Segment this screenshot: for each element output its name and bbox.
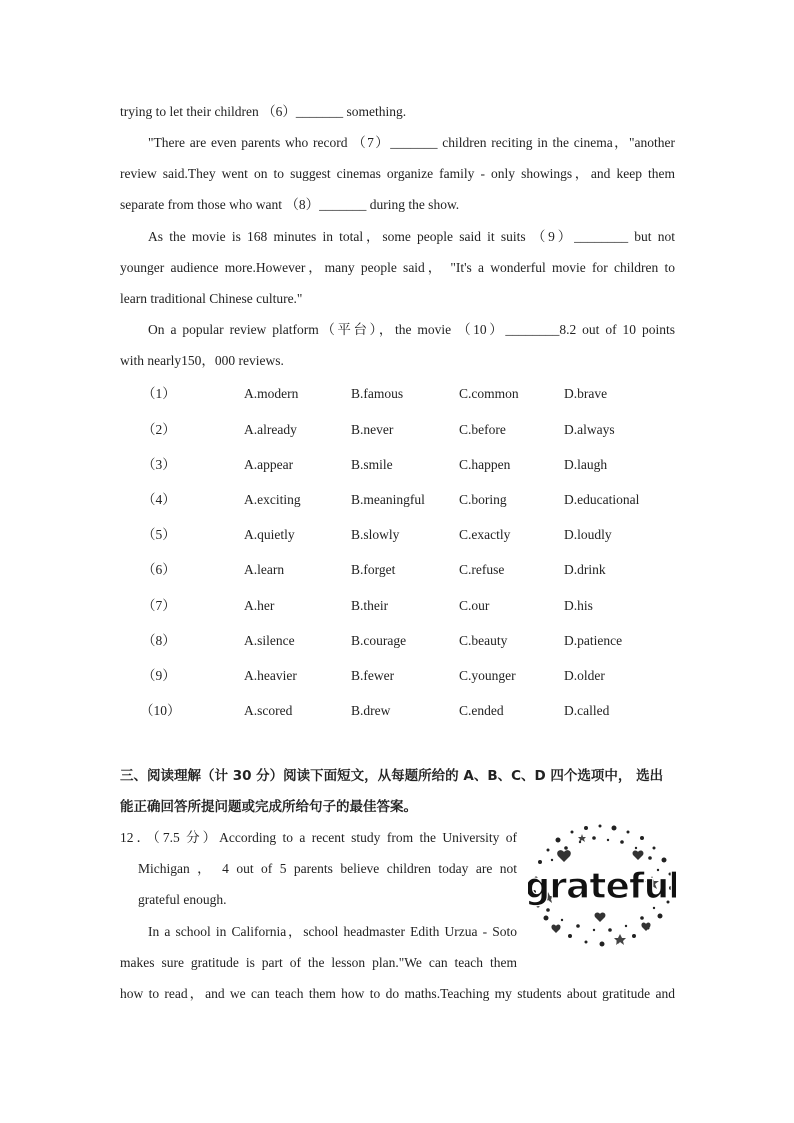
option-d: D.laugh <box>564 457 608 472</box>
option-c: C.our <box>459 598 490 613</box>
option-a: A.her <box>244 598 275 613</box>
passage-line-4: separate from those who want （8）_______ during the show. <box>120 197 460 212</box>
option-b: B.drew <box>351 703 391 718</box>
option-b: B.courage <box>351 633 407 648</box>
section-heading: 三、阅读理解（计 30 分）阅读下面短文，从每题所给的 A、B、C、D 四个选项中， 选出 <box>120 768 664 784</box>
option-number: （9） <box>142 668 176 683</box>
option-d: D.called <box>564 703 610 718</box>
option-row-8 <box>0 631 794 651</box>
option-c: C.boring <box>459 492 507 507</box>
question-12-line-2: Michigan ， 4 out of 5 parents believe children today are not <box>138 861 517 876</box>
option-c: C.before <box>459 422 506 437</box>
question-12-line-3: grateful enough. <box>138 892 227 907</box>
option-b: B.their <box>351 598 389 613</box>
option-row-5 <box>0 525 794 545</box>
option-d: D.always <box>564 422 615 437</box>
option-b: B.forget <box>351 562 396 577</box>
option-b: B.slowly <box>351 527 400 542</box>
option-a: A.silence <box>244 633 295 648</box>
option-b: B.meaningful <box>351 492 425 507</box>
option-d: D.patience <box>564 633 623 648</box>
option-b: B.never <box>351 422 394 437</box>
passage-line-7: learn traditional Chinese culture." <box>120 291 303 306</box>
option-c: C.beauty <box>459 633 508 648</box>
passage-line-8: On a popular review platform（平台），the movie （10）________8.2 out of 10 points <box>148 322 675 337</box>
question-12-line-5: makes sure gratitude is part of the lesson plan."We can teach them <box>120 955 517 970</box>
option-c: C.exactly <box>459 527 511 542</box>
passage-line-2: "There are even parents who record （7）_______ children reciting in the cinema，"another <box>148 135 675 150</box>
option-number: （10） <box>140 703 181 718</box>
option-c: C.common <box>459 386 519 401</box>
option-row-3 <box>0 455 794 475</box>
passage-line-9: with nearly150，000 reviews. <box>120 353 284 368</box>
passage-line-1: trying to let their children （6）_______ something. <box>120 104 407 119</box>
option-row-10 <box>0 701 794 721</box>
option-c: C.ended <box>459 703 504 718</box>
passage-line-3: review said.They went on to suggest cinemas organize family - only showings，and keep them <box>120 166 675 181</box>
option-number: （4） <box>142 492 176 507</box>
option-b: B.fewer <box>351 668 395 683</box>
option-number: （5） <box>142 527 176 542</box>
question-12-line-4: In a school in California，school headmaster Edith Urzua - Soto <box>148 924 517 939</box>
option-row-6 <box>0 560 794 580</box>
option-c: C.happen <box>459 457 511 472</box>
option-c: C.younger <box>459 668 516 683</box>
option-a: A.already <box>244 422 297 437</box>
option-number: （6） <box>142 562 176 577</box>
option-row-2 <box>0 420 794 440</box>
option-a: A.appear <box>244 457 294 472</box>
option-row-7 <box>0 596 794 616</box>
option-number: （3） <box>142 457 176 472</box>
option-row-9 <box>0 666 794 686</box>
option-d: D.loudly <box>564 527 612 542</box>
option-number: （1） <box>142 386 176 401</box>
question-12-line-6: how to read，and we can teach them how to do maths.Teaching my students about gratitude and <box>120 986 675 1001</box>
passage-line-6: younger audience more.However，many people said， "It's a wonderful movie for children to <box>120 260 675 275</box>
grateful-illustration <box>528 822 676 950</box>
option-a: A.quietly <box>244 527 295 542</box>
option-b: B.smile <box>351 457 393 472</box>
passage-line-5: As the movie is 168 minutes in total，some people said it suits （9）________ but not <box>148 229 675 244</box>
option-d: D.drink <box>564 562 606 577</box>
option-c: C.refuse <box>459 562 505 577</box>
option-number: （7） <box>142 598 176 613</box>
option-a: A.modern <box>244 386 299 401</box>
option-number: （8） <box>142 633 176 648</box>
option-a: A.scored <box>244 703 293 718</box>
section-heading-cont: 能正确回答所提问题或完成所给句子的最佳答案。 <box>120 799 417 815</box>
option-a: A.exciting <box>244 492 301 507</box>
option-d: D.brave <box>564 386 608 401</box>
option-a: A.heavier <box>244 668 297 683</box>
option-b: B.famous <box>351 386 404 401</box>
option-row-1 <box>0 384 794 404</box>
option-d: D.educational <box>564 492 640 507</box>
option-number: （2） <box>142 422 176 437</box>
option-a: A.learn <box>244 562 285 577</box>
option-row-4 <box>0 490 794 510</box>
grateful-word: grateful <box>528 866 676 907</box>
option-d: D.his <box>564 598 593 613</box>
question-12-line-1: 12．（7.5 分）According to a recent study from the University of <box>120 830 517 845</box>
option-d: D.older <box>564 668 605 683</box>
